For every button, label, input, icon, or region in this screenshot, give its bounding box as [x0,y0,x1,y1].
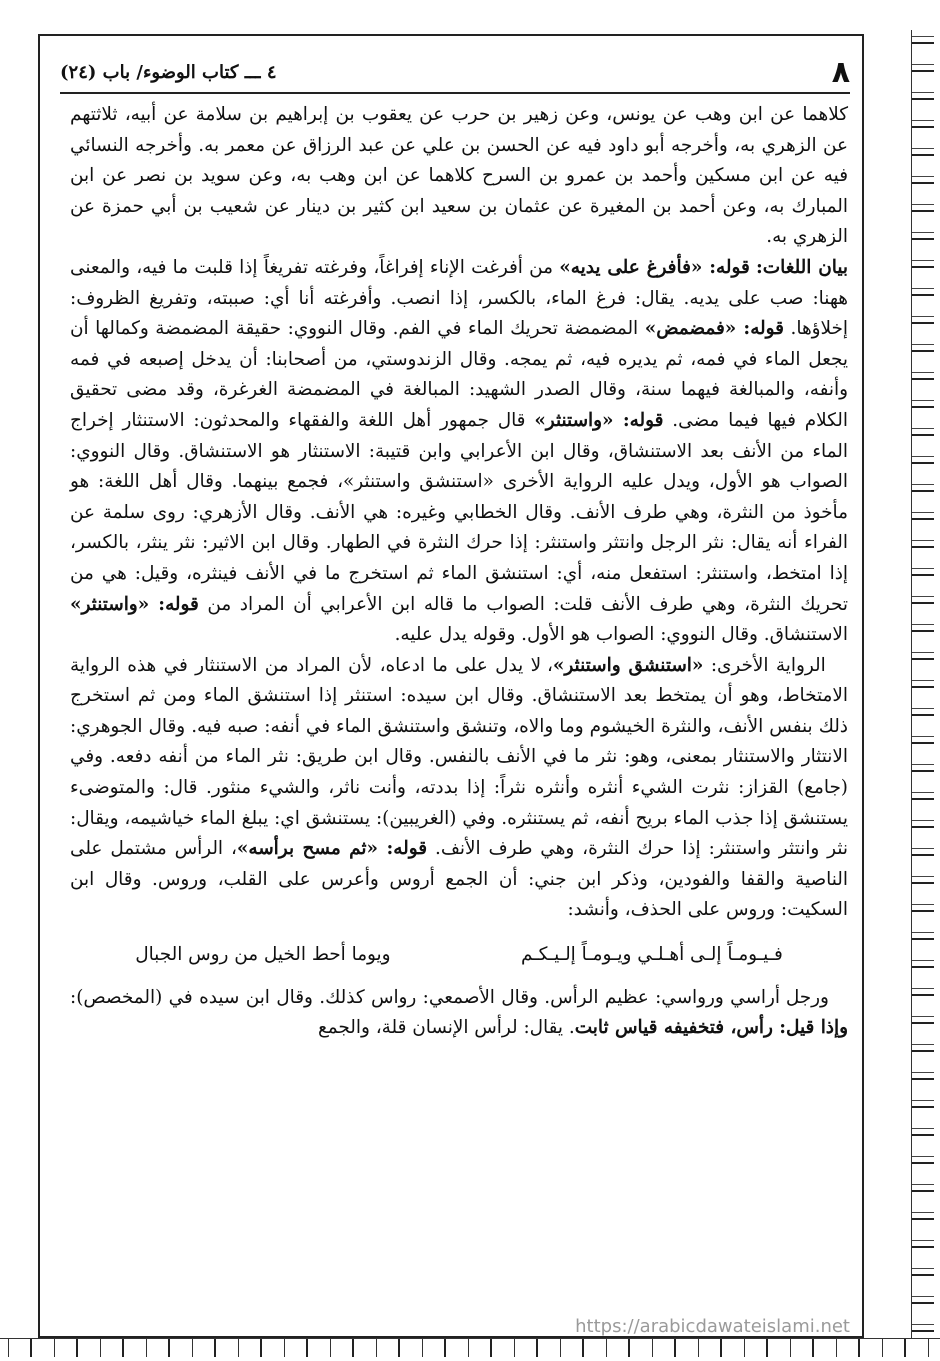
keyword: قوله: «واستنثر» [70,593,199,615]
text-run: الرواية الأخرى: [703,654,826,676]
keyword: «استنشق واستنثر» [552,654,704,676]
running-head: ٤ ـــ كتاب الوضوء/ باب (٢٤) [60,61,277,83]
page-header [60,52,850,94]
verse-hemistich: فـيـومـاً إلـى أهـلـي ويـومـاً إلـيـكـم [520,944,783,966]
text-run: . يقال: لرأس الإنسان قلة، والجمع [317,1017,575,1039]
paragraph-final [70,983,848,1044]
keyword: قوله: «ثم مسح برأسه» [236,838,428,860]
poetry-verse [70,940,848,971]
section-heading: بيان اللغات: [756,256,848,278]
text-run: ، الرأس مشتمل على الناصية والقفا والفودين، وذكر ابن جني: أن الجمع أروس وأعرس على القلب، وروس. وقال ابن السكيت: وروس على الحذف، وأنشد: [70,838,848,921]
text-run: المضمضة تحريك الماء في الفم. وقال النووي: حقيقة المضمضة وكمالها أن يجعل الماء في فمه، ثم يديره فيه، ثم يمجه. وقال الزندوستي، من أصحابنا: أن يدخل إصبعه في فمه وأنفه، والمبالغة فيهما سنة، وقال الصدر الشهيد: المبالغة في المضمضة الغرغرة، وقد مضى تحقيق الكلام فيها فيما مضى. [70,318,848,431]
main-text [70,100,848,1044]
keyword: قوله: «فمضمض» [644,318,784,340]
text-run: الاستنشاق. وقال النووي: الصواب هو الأول. وقوله يدل عليه. [394,624,848,646]
text-run: ورجل أراسي ورواسي: عظيم الرأس. وقال الأصمعي: رواس كذلك. وقال ابن سيده في (المخصص): [70,986,829,1008]
text-run: قال جمهور أهل اللغة والفقهاء والمحدثون: الاستنثار إخراج الماء من الأنف بعد الاستنشاق، وقال ابن الأعرابي وابن قتيبة: الاستنثار هو الاستنشاق. وقال النووي: الصواب هو الأول، ويدل عليه الرواية الأخرى «استنشق واستنثر»، فجمع بينهما. وقال أهل اللغة: هو مأخوذ من النثرة، وهي طرف الأنف. وقال الخطابي وغيره: هي الأنف. وقال الأزهري: روى سلمة عن الفراء أنه يقال: نثر الرجل وانتثر واستنثر: إذا حرك النثرة في الطهار. وقال ابن الاثير: نثر ينثر، بالكسر، إذا امتخط، واستنثر: استفعل منه، أي: استنشق الماء ثم استخرج ما في الأنف فينثره، وقيل: هي من تحريك النثرة، وهي طرف الأنف قلت: الصواب ما قاله ابن الأعرابي أن المراد من [70,409,848,615]
text-run: ، لا يدل على ما ادعاه، لأن المراد من الاستنثار في هذه الرواية الامتخاط، وهو أن يمتخط بعد الاستنشاق. وقال ابن سيده: استنثر إذا استنشق الماء ومن ثم استخرج ذلك بنفس الأنف، والنثرة الخيشوم وما والاه، وتنشق واستنشق الماء في أنفه: صبه فيه. وقال الجوهري: الانتثار والاستنثار بمعنى، وهو: نثر ما في الأنف بالنفس. وقال ابن طريق: نثر الماء من أنفه دفعه. وفي (جامع) القزاز: نثرت الشيء أنثره وأنثره نثراً: إذا بددته، وأنت ناثر، والشيء منثور. قال: والمتوضىء يستنشق إذا جذب الماء بريح أنفه، ثم يستنثره. وفي (الغريبين): يستنشق اي: يبلغ الماء خياشيمه، ويقال: نثر وانتثر واستنثر: إذا حرك النثرة، وهي طرف الأنف. [70,654,848,860]
paragraph-vocabulary [70,253,848,651]
paragraph-narration [70,651,848,926]
keyword: قوله: «فأفرغ على يديه» [559,256,750,278]
watermark-url: https://arabicdawateislami.net [575,1316,850,1337]
keyword: قوله: «واستنثر» [534,409,664,431]
decorative-border-bottom [0,1338,940,1357]
verse-hemistich: ويوما أحط الخيل من روس الجبال [135,944,391,966]
paragraph-sources: كلاهما عن ابن وهب عن يونس، وعن زهير بن حرب عن يعقوب بن إبراهيم بن سلامة عن أبيه، ثلاثتهم عن الزهري به، وأخرجه أبو داود فيه عن الحسن بن علي عن عبد الرزاق عن معمر به. وأخرجه النسائي فيه عن ابن مسكين وأحمد بن عمرو بن السرح كلاهما عن ابن وهب به، وعن سويد بن نصر عن ابن المبارك به، وعن أحمد بن المغيرة عن عثمان بن سعيد ابن كثير بن دينار عن شعيب بن أبي حمزة عن الزهري به. [70,104,848,248]
page-number: ٨ [831,54,850,90]
keyword: وإذا قيل: رأس، فتخفيفه قياس ثابت [574,1017,848,1039]
decorative-border-right [911,30,934,1340]
text-run: من أفرغت الإناء إفراغاً، وفرغته تفريغاً إذا قلبت ما فيه، والمعنى ههنا: صب على يديه. يقال: فرغ الماء، بالكسر، إذا انصب. وأفرغته أنا أي: صببته، وتفريغ الظروف: إخلاؤها. [70,256,849,340]
